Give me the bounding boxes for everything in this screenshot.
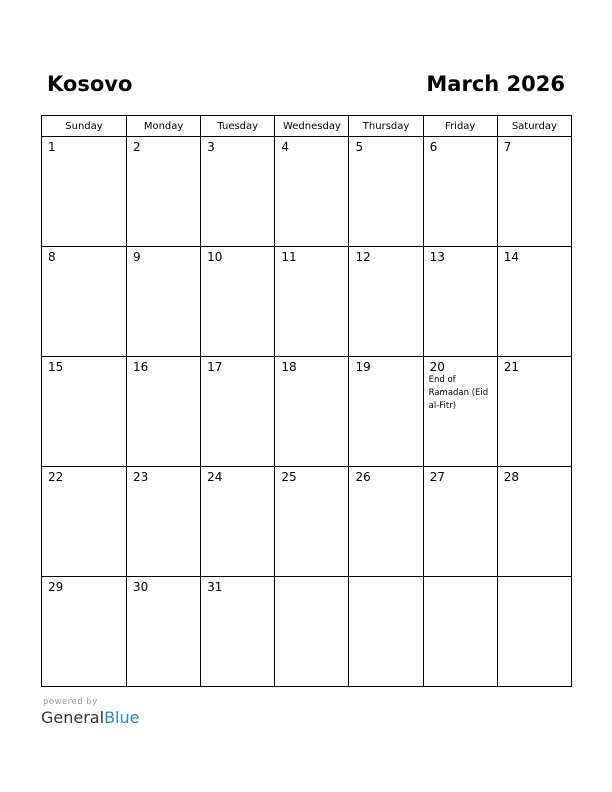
weekday-friday: Friday [423, 116, 497, 137]
day-cell [275, 357, 349, 467]
day-number: 24 [207, 470, 223, 484]
weekday-wednesday: Wednesday [275, 116, 349, 137]
day-cell [201, 137, 275, 247]
week-row-2 [42, 247, 572, 357]
day-cell [275, 467, 349, 577]
day-number: 8 [48, 250, 56, 264]
day-number [498, 577, 571, 580]
day-cell [127, 577, 201, 687]
day-cell-empty [275, 577, 349, 687]
weekday-tuesday: Tuesday [201, 116, 275, 137]
day-number: 27 [429, 470, 445, 484]
day-cell [127, 357, 201, 467]
day-cell [423, 247, 497, 357]
weekday-sunday: Sunday [42, 116, 127, 137]
day-number: 1 [48, 140, 56, 154]
day-cell [275, 247, 349, 357]
day-cell [349, 137, 423, 247]
day-cell [42, 137, 127, 247]
day-cell [423, 467, 497, 577]
week-row-3 [42, 357, 572, 467]
country-title: Kosovo [47, 72, 133, 96]
day-number: 25 [281, 470, 297, 484]
day-number: 2 [133, 140, 141, 154]
day-cell [127, 137, 201, 247]
day-number: 26 [355, 470, 371, 484]
logo-text-general: General [41, 708, 105, 727]
day-cell [275, 137, 349, 247]
day-number [424, 577, 497, 580]
day-cell [42, 467, 127, 577]
day-cell [497, 357, 571, 467]
day-cell [42, 357, 127, 467]
day-cell-empty [423, 577, 497, 687]
day-cell [127, 247, 201, 357]
day-cell [127, 467, 201, 577]
day-cell [497, 137, 571, 247]
day-number: 29 [48, 580, 64, 594]
day-number: 9 [133, 250, 141, 264]
day-cell [201, 357, 275, 467]
week-row-1 [42, 137, 572, 247]
day-number: 6 [429, 140, 438, 154]
day-number: 7 [503, 140, 512, 154]
day-cell [201, 247, 275, 357]
day-number: 21 [503, 360, 520, 374]
day-number: 4 [281, 140, 289, 154]
weekday-saturday: Saturday [497, 116, 571, 137]
day-number: 3 [207, 140, 215, 154]
day-number: 14 [503, 250, 520, 264]
generalblue-logo[interactable] [41, 708, 139, 728]
day-cell [42, 247, 127, 357]
day-cell [42, 577, 127, 687]
weekday-thursday: Thursday [349, 116, 423, 137]
day-cell [349, 357, 423, 467]
day-cell-empty [497, 577, 571, 687]
month-title: March 2026 [426, 72, 565, 96]
day-number: 15 [48, 360, 64, 374]
logo-text-blue: Blue [104, 708, 140, 727]
day-number: 30 [133, 580, 149, 594]
day-cell [349, 247, 423, 357]
day-cell [497, 467, 571, 577]
weekday-header-row [42, 116, 572, 137]
day-cell [423, 137, 497, 247]
calendar-grid [41, 115, 572, 687]
day-cell-empty [349, 577, 423, 687]
day-number: 20 [429, 360, 445, 374]
day-number: 17 [207, 360, 223, 374]
day-cell-holiday [423, 357, 497, 467]
weekday-monday: Monday [127, 116, 201, 137]
day-number: 18 [281, 360, 297, 374]
day-cell [349, 467, 423, 577]
day-number: 23 [133, 470, 149, 484]
day-cell [497, 247, 571, 357]
day-number: 19 [355, 360, 371, 374]
day-number: 12 [355, 250, 371, 264]
day-cell [201, 467, 275, 577]
day-cell [201, 577, 275, 687]
day-number: 11 [281, 250, 297, 264]
day-number: 5 [355, 140, 364, 154]
week-row-4 [42, 467, 572, 577]
day-number: 10 [207, 250, 223, 264]
day-number: 28 [503, 470, 520, 484]
day-number [349, 577, 422, 580]
day-number: 31 [207, 580, 223, 594]
week-row-5 [42, 577, 572, 687]
day-number [275, 577, 348, 580]
holiday-label: End of Ramadan (Eid al-Fitr) [428, 375, 489, 411]
day-number: 22 [48, 470, 64, 484]
powered-by-text: powered by [43, 697, 98, 707]
day-number: 16 [133, 360, 149, 374]
day-number: 13 [429, 250, 445, 264]
